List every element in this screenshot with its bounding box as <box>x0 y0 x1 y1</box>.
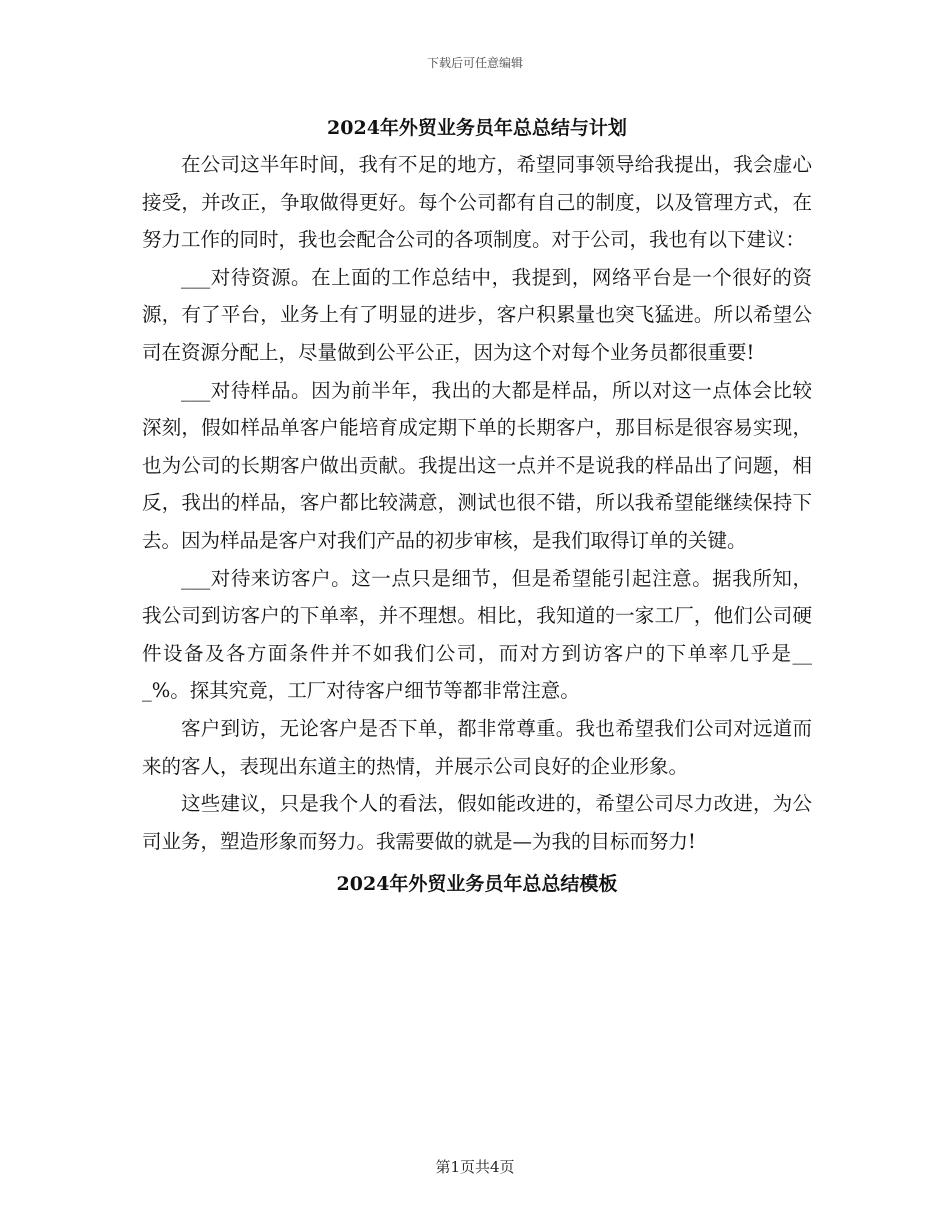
paragraph-intro: 在公司这半年时间，我有不足的地方，希望同事领导给我提出，我会虚心接受，并改正，争取做得更好。每个公司都有自己的制度，以及管理方式，在努力工作的同时，我也会配合公司的各项制度。对于公司，我也有以下建议： <box>142 153 812 252</box>
paragraph-respect: 客户到访，无论客户是否下单，都非常尊重。我也希望我们公司对远道而来的客人，表现出东道主的热情，并展示公司良好的企业形象。 <box>142 716 812 778</box>
paragraph-visitors: ___对待来访客户。这一点只是细节，但是希望能引起注意。据我所知，我公司到访客户的下单率，并不理想。相比，我知道的一家工厂，他们公司硬件设备及各方面条件并不如我们公司，而对方到访客户的下单率几乎是___%。探其究竟，工厂对待客户细节等都非常注意。 <box>142 566 812 703</box>
page-number-footer: 第1页共4页 <box>435 1158 515 1176</box>
document-body <box>142 110 812 902</box>
paragraph-samples: ___对待样品。因为前半年，我出的大都是样品，所以对这一点体会比较深刻，假如样品单客户能培育成定期下单的长期客户，那目标是很容易实现，也为公司的长期客户做出贡献。我提出这一点并不是说我的样品出了问题，相反，我出的样品，客户都比较满意，测试也很不错，所以我希望能继续保持下去。因为样品是客户对我们产品的初步审核，是我们取得订单的关键。 <box>142 378 812 552</box>
paragraph-conclusion: 这些建议，只是我个人的看法，假如能改进的，希望公司尽力改进，为公司业务，塑造形象而努力。我需要做的就是—为我的目标而努力! <box>142 792 812 853</box>
document-title: 2024年外贸业务员年总总结与计划 <box>327 117 627 139</box>
second-section-title: 2024年外贸业务员年总总结模板 <box>336 873 618 896</box>
page-header-note: 下载后可任意编辑 <box>426 56 523 70</box>
paragraph-resources: ___对待资源。在上面的工作总结中，我提到，网络平台是一个很好的资源，有了平台，业务上有了明显的进步，客户积累量也突飞猛进。所以希望公司在资源分配上，尽量做到公平公正，因为这个对每个业务员都很重要! <box>142 265 812 364</box>
